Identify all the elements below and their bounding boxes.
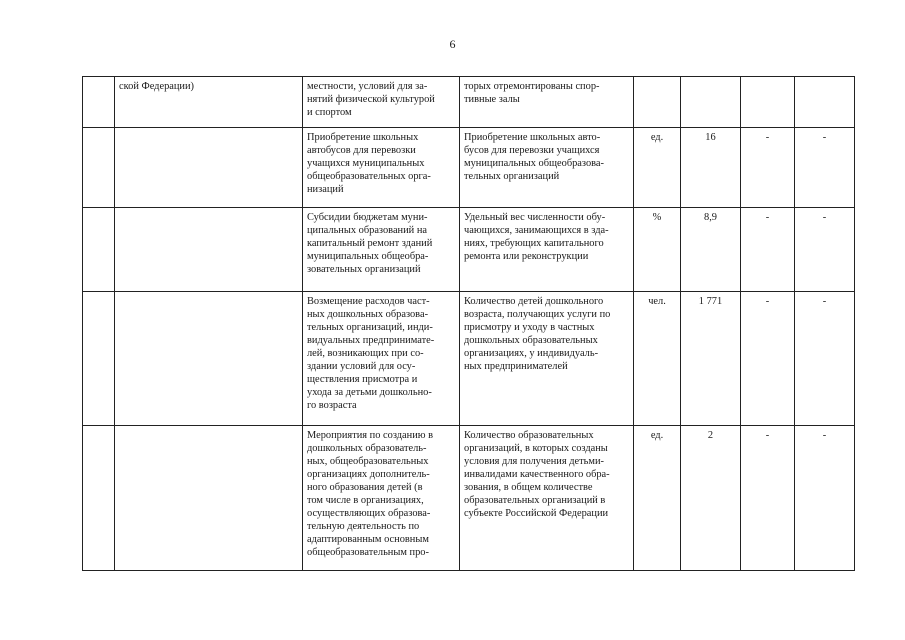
table-row: [83, 77, 855, 128]
measure-line: местности, условий для за-: [307, 81, 428, 92]
indicator-line: возраста, получающих услуги по: [464, 309, 611, 320]
value-cell-3: -: [795, 426, 855, 571]
measure-line: организациях дополнитель-: [307, 469, 430, 480]
indicator-cell: [460, 77, 634, 128]
indicator-cell: [460, 426, 634, 571]
page-number: 6: [449, 37, 456, 51]
indicator-line: ремонта или реконструкции: [464, 251, 589, 262]
measure-line: учащихся муниципальных: [307, 158, 425, 169]
measure-line: Мероприятия по созданию в: [307, 430, 434, 441]
row-number-cell: [83, 426, 115, 571]
indicator-line: бусов для перевозки учащихся: [464, 145, 600, 156]
measure-cell: [303, 292, 460, 426]
measure-line: муниципальных общеобра-: [307, 251, 429, 262]
row-number-cell: [83, 208, 115, 292]
indicator-line: чающихся, занимающихся в зда-: [464, 225, 609, 236]
measure-line: ных, общеобразовательных: [307, 456, 429, 467]
value-cell-2: [741, 77, 795, 128]
measure-line: и спортом: [307, 107, 352, 118]
measure-line: ного образования детей (в: [307, 482, 423, 493]
unit-cell: %: [634, 208, 681, 292]
table-row: [83, 292, 855, 426]
measure-line: лей, возникающих при со-: [307, 348, 424, 359]
indicator-line: Количество образовательных: [464, 430, 594, 441]
measure-line: ных дошкольных образова-: [307, 309, 429, 320]
program-cell: ской Федерации): [115, 77, 303, 128]
indicator-cell: [460, 292, 634, 426]
value-cell: 16: [681, 128, 741, 208]
measure-line: ципальных образований на: [307, 225, 428, 236]
indicator-line: инвалидами качественного обра-: [464, 469, 610, 480]
value-cell: 2: [681, 426, 741, 571]
indicator-line: ниях, требующих капитального: [464, 238, 604, 249]
program-cell: [115, 128, 303, 208]
program-cell: [115, 292, 303, 426]
measure-line: видуальных предпринимате-: [307, 335, 435, 346]
measure-line: общеобразовательным про-: [307, 547, 429, 558]
measure-line: здании условий для осу-: [307, 361, 416, 372]
indicator-line: дошкольных образовательных: [464, 335, 598, 346]
value-cell-3: [795, 77, 855, 128]
table-row: [83, 426, 855, 571]
measure-line: низаций: [307, 184, 344, 195]
table-row: [83, 208, 855, 292]
value-cell: [681, 77, 741, 128]
measure-line: зовательных организаций: [307, 264, 421, 275]
measure-cell: [303, 128, 460, 208]
measure-cell: [303, 77, 460, 128]
indicator-line: присмотру и уходу в частных: [464, 322, 595, 333]
indicator-line: муниципальных общеобразова-: [464, 158, 604, 169]
indicator-line: образовательных организаций в: [464, 495, 606, 506]
indicator-line: Удельный вес численности обу-: [464, 212, 606, 223]
indicator-line: зования, в общем количестве: [464, 482, 593, 493]
value-cell-2: -: [741, 426, 795, 571]
measure-line: общеобразовательных орга-: [307, 171, 431, 182]
measure-line: Приобретение школьных: [307, 132, 419, 143]
indicator-line: организаций, в которых созданы: [464, 443, 608, 454]
row-number-cell: [83, 292, 115, 426]
row-number-cell: [83, 77, 115, 128]
measure-line: тельных организаций, инди-: [307, 322, 433, 333]
measure-line: нятий физической культурой: [307, 94, 435, 105]
indicator-line: субъекте Российской Федерации: [464, 508, 609, 519]
program-cell: [115, 208, 303, 292]
measure-line: Субсидии бюджетам муни-: [307, 212, 428, 223]
measure-line: том числе в организациях,: [307, 495, 424, 506]
indicator-line: тивные залы: [464, 94, 520, 105]
value-cell-3: -: [795, 128, 855, 208]
value-cell: 1 771: [681, 292, 741, 426]
measure-line: адаптированным основным: [307, 534, 429, 545]
unit-cell: [634, 77, 681, 128]
measure-line: Возмещение расходов част-: [307, 296, 430, 307]
measure-line: го возраста: [307, 400, 357, 411]
indicator-cell: [460, 128, 634, 208]
measure-line: дошкольных образователь-: [307, 443, 427, 454]
measure-cell: [303, 208, 460, 292]
measure-line: капитальный ремонт зданий: [307, 238, 433, 249]
indicator-line: Приобретение школьных авто-: [464, 132, 601, 143]
measure-cell: [303, 426, 460, 571]
measure-line: тельную деятельность по: [307, 521, 420, 532]
measure-line: ухода за детьми дошкольно-: [307, 387, 432, 398]
unit-cell: ед.: [634, 128, 681, 208]
unit-cell: ед.: [634, 426, 681, 571]
indicator-cell: [460, 208, 634, 292]
indicator-line: организациях, у индивидуаль-: [464, 348, 599, 359]
row-number-cell: [83, 128, 115, 208]
measure-line: осуществляющих образова-: [307, 508, 431, 519]
value-cell-2: -: [741, 208, 795, 292]
value-cell: 8,9: [681, 208, 741, 292]
indicator-line: Количество детей дошкольного: [464, 296, 604, 307]
value-cell-2: -: [741, 292, 795, 426]
indicator-line: торых отремонтированы спор-: [464, 81, 600, 92]
value-cell-3: -: [795, 208, 855, 292]
indicator-line: условия для получения детьми-: [464, 456, 604, 467]
indicators-table: [82, 76, 855, 571]
indicator-line: тельных организаций: [464, 171, 560, 182]
table-row: [83, 128, 855, 208]
indicator-line: ных предпринимателей: [464, 361, 568, 372]
value-cell-3: -: [795, 292, 855, 426]
program-cell: [115, 426, 303, 571]
measure-line: ществления присмотра и: [307, 374, 418, 385]
unit-cell: чел.: [634, 292, 681, 426]
value-cell-2: -: [741, 128, 795, 208]
measure-line: автобусов для перевозки: [307, 145, 416, 156]
